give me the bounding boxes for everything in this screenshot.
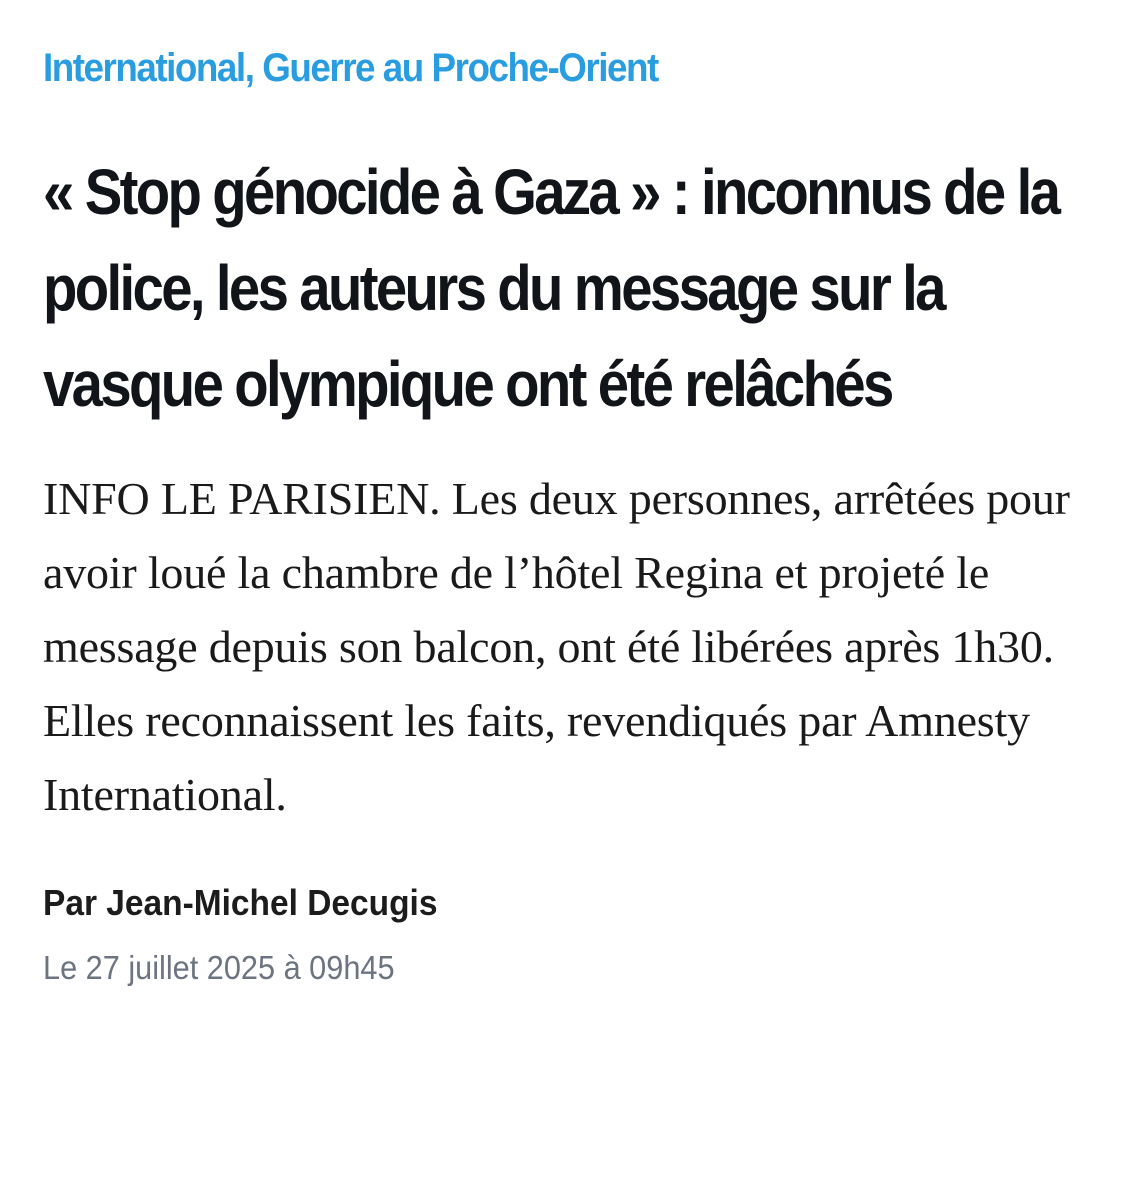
publish-date: Le 27 juillet 2025 à 09h45 — [43, 949, 395, 986]
article-headline: « Stop génocide à Gaza » : inconnus de la police, les auteurs du message sur la vasque olympique ont été relâchés — [43, 156, 1059, 420]
category-separator: , — [244, 46, 263, 90]
author-byline[interactable]: Par Jean-Michel Decugis — [43, 882, 438, 923]
category-link-proche-orient[interactable]: Guerre au Proche-Orient — [262, 46, 658, 90]
category-link-international[interactable]: International — [43, 46, 245, 90]
article-lead: INFO LE PARISIEN. Les deux personnes, arrêtées pour avoir loué la chambre de l’hôtel Regina et projeté le message depuis son balcon, ont été libérées après 1h30. Elles reconnaissent les faits, revendiqués par Amnesty International. — [43, 473, 1070, 820]
article-header — [43, 38, 1103, 992]
category-breadcrumb — [43, 38, 1018, 98]
